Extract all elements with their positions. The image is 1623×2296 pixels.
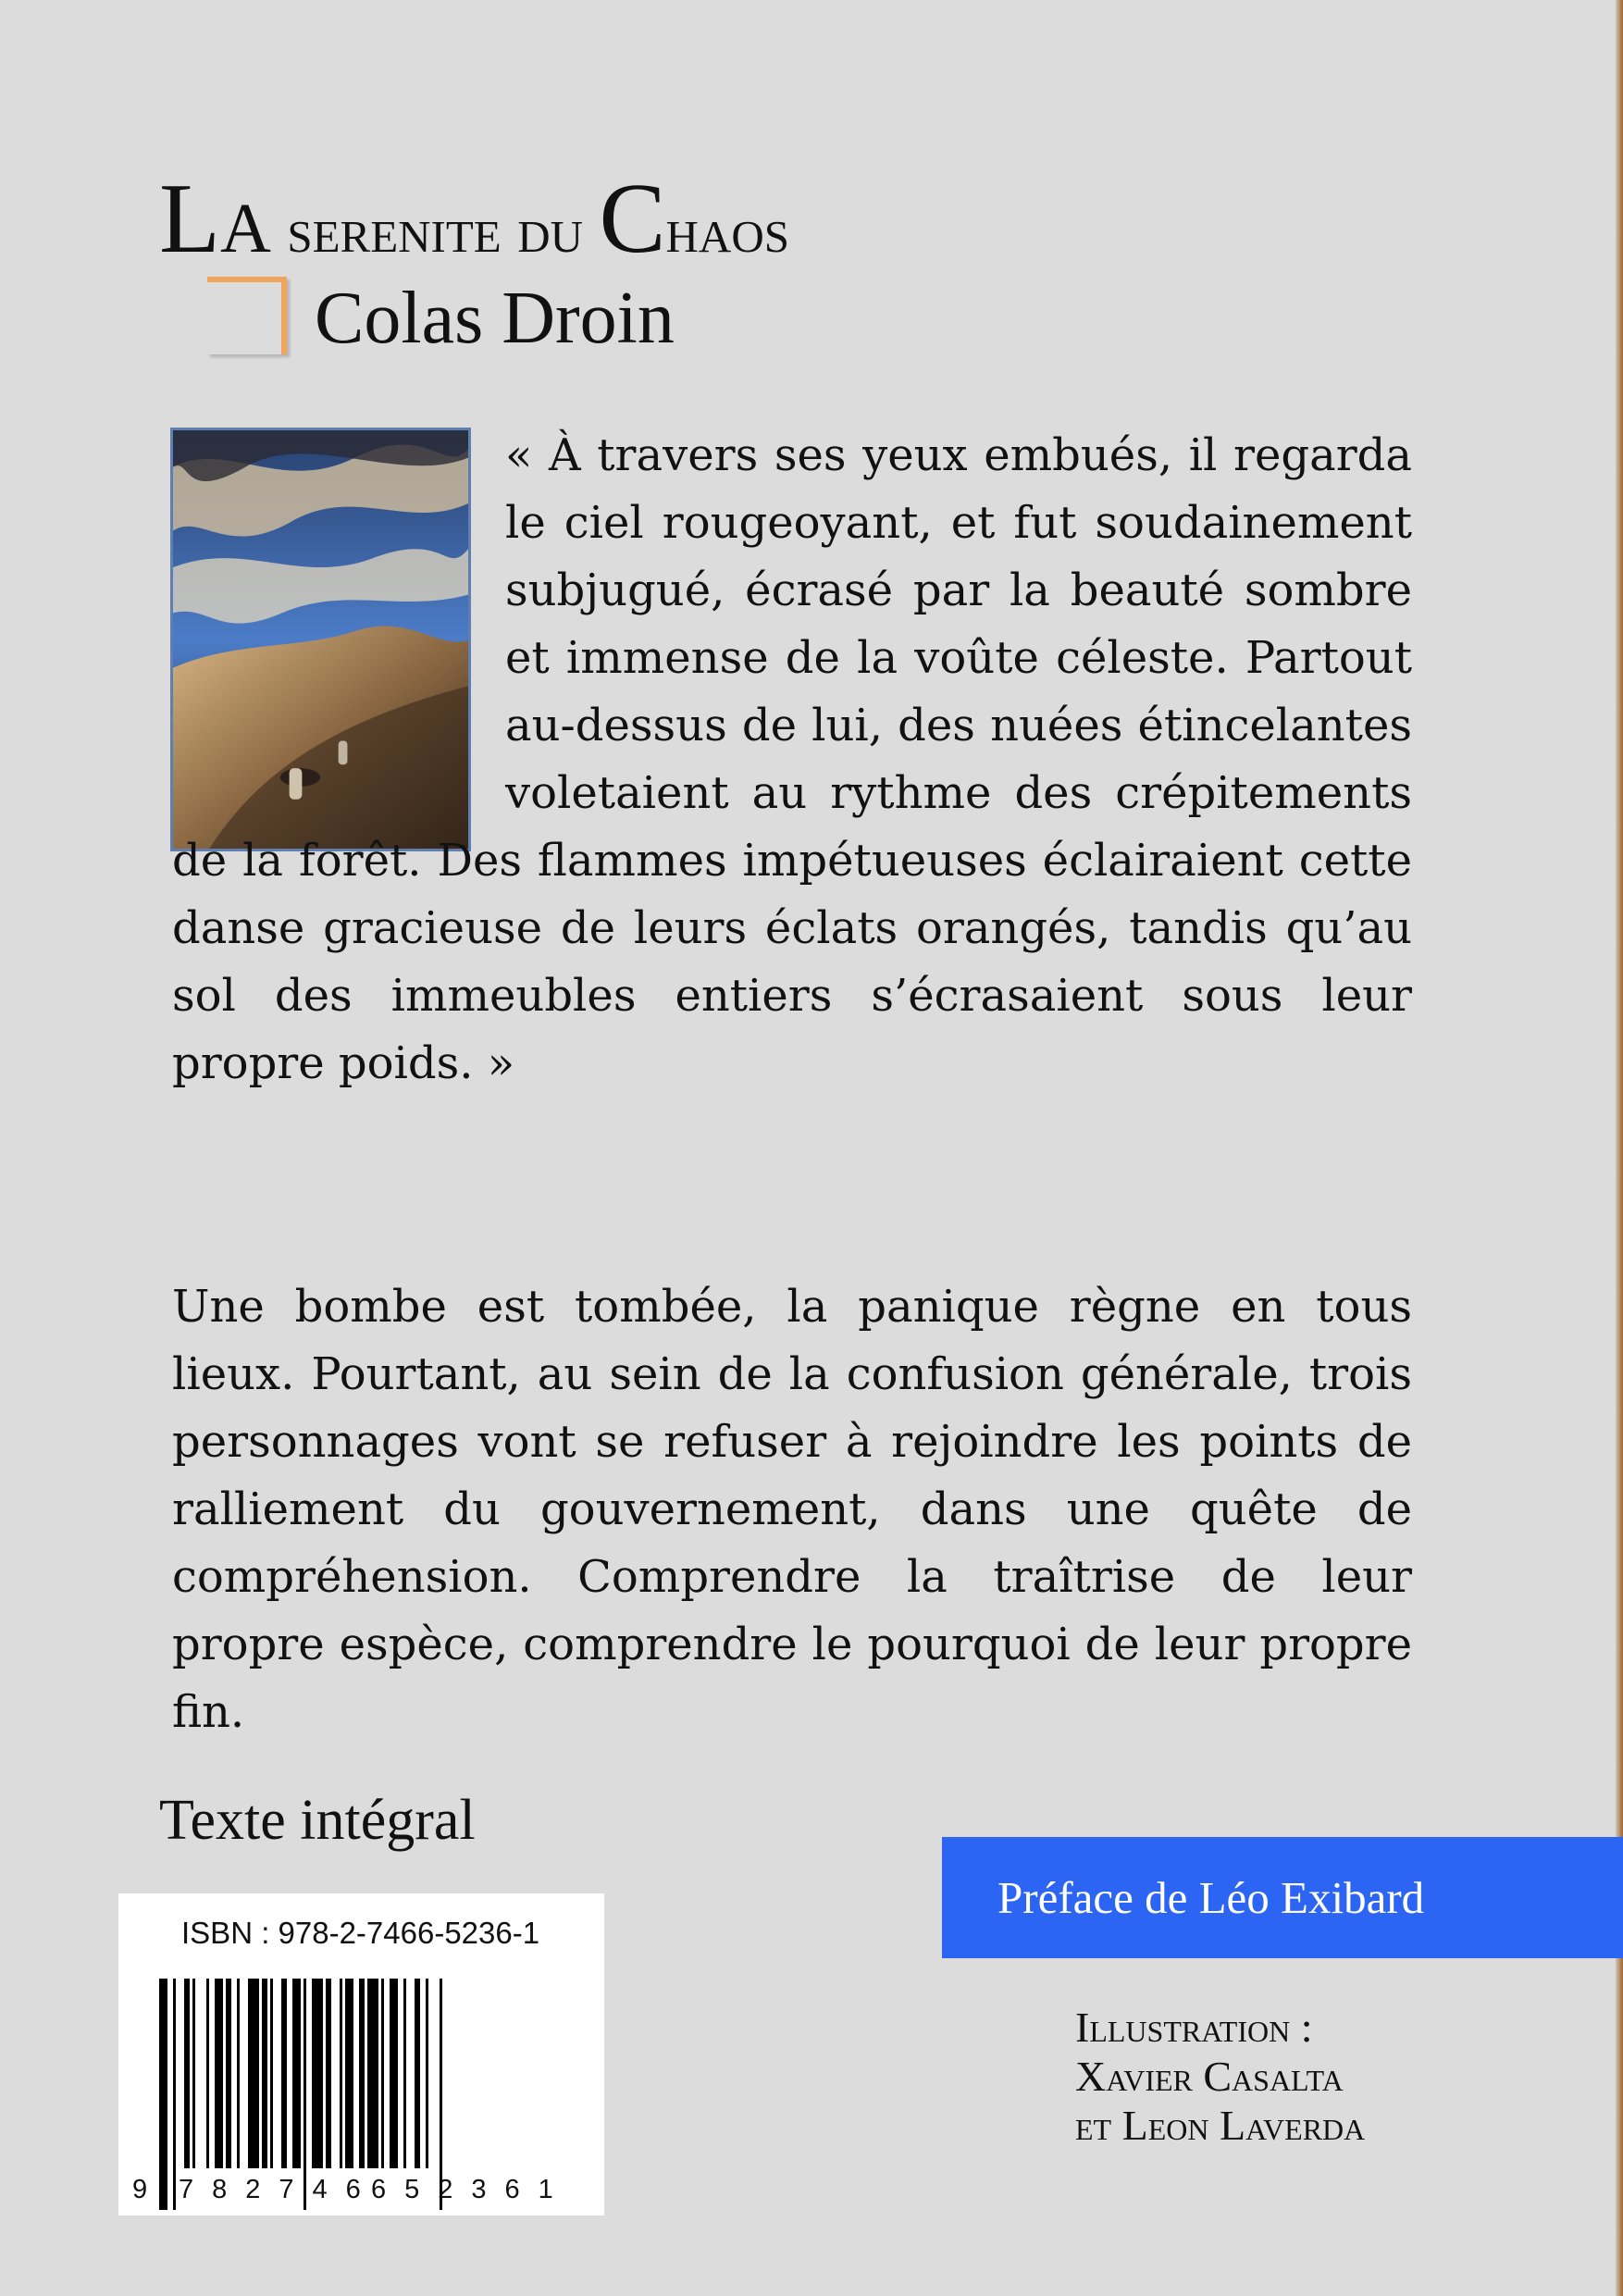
isbn-barcode — [118, 1893, 604, 2215]
credits-line-2: Xavier Casalta — [1075, 2053, 1344, 2100]
edition-note: Texte intégral — [159, 1789, 476, 1852]
book-title: La serenite du Chaos — [159, 164, 789, 274]
barcode-bar — [340, 1979, 342, 2168]
barcode-digits-right: 652361 — [371, 2175, 572, 2204]
orange-bracket-decoration — [207, 277, 287, 354]
barcode-bar — [270, 1979, 273, 2168]
barcode-bar — [206, 1979, 209, 2168]
barcode-bar — [215, 1979, 223, 2168]
barcode-bar — [262, 1979, 267, 2168]
barcode-bar — [281, 1979, 287, 2168]
barcode-bar — [403, 1979, 406, 2168]
barcode-digit-first: 9 — [132, 2175, 148, 2204]
illustration-credits — [1075, 2003, 1365, 2150]
barcode-bar — [192, 1979, 195, 2168]
barcode-bar — [159, 1979, 167, 2210]
barcode-bar — [390, 1979, 398, 2168]
barcode-bar — [237, 1979, 240, 2168]
isbn-label: ISBN : 978-2-7466-5236-1 — [181, 1916, 540, 1950]
blurb-paragraph: Une bombe est tombée, la panique règne en tous lieux. Pourtant, au sein de la confusion générale, trois personnages vont se refuser à rejoindre les points de ralliement du gouvernement, dans une quête de compréhension. Comprendre la traîtrise de leur propre espèce, comprendre le pourquoi de leur propre fin. — [172, 1281, 1412, 1738]
barcode-bar — [173, 1979, 176, 2210]
barcode-bar — [292, 1979, 301, 2168]
preface-banner: Préface de Léo Exibard — [942, 1837, 1623, 1958]
barcode-bar — [312, 1979, 323, 2168]
credits-line-1: Illustration : — [1075, 2004, 1313, 2051]
barcode-bar — [184, 1979, 190, 2168]
excerpt-quote: « À travers ses yeux embués, il regarda le ciel rougeoyant, et fut soudainement subjugué, écrasé par la beauté sombre et immense de la voûte céleste. Partout au-dessus de lui, des nuées étincelantes voletaient au rythme des crépitements de la forêt. Des flammes impétueuses éclairaient cette danse gracieuse de leurs éclats orangés, tandis qu’au sol des immeubles entiers s’écrasaient sous leur propre poids. » — [172, 429, 1412, 1089]
author-name: Colas Droin — [315, 278, 675, 359]
credits-line-3: et Leon Laverda — [1075, 2102, 1366, 2149]
barcode-bar — [226, 1979, 231, 2168]
barcode-bar — [248, 1979, 259, 2168]
barcode-bar — [367, 1979, 378, 2168]
barcode-bar — [326, 1979, 331, 2168]
barcode-bar — [345, 1979, 353, 2168]
barcode-bar — [426, 1979, 428, 2168]
barcode-bar — [415, 1979, 420, 2168]
barcode-bar — [359, 1979, 365, 2168]
barcode-bar — [381, 1979, 384, 2168]
barcode-digits-left: 782746 — [179, 2175, 379, 2204]
